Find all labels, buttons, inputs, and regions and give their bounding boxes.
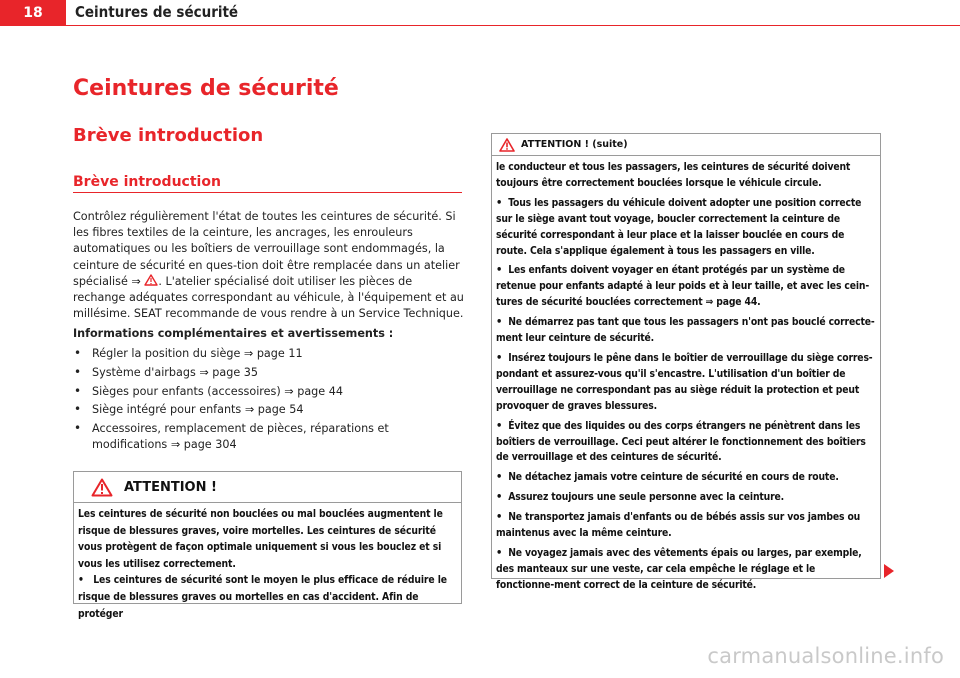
attention-item: [496, 509, 876, 542]
bullet: •: [496, 315, 503, 329]
intro-text-part2: . L'atelier spécialisé doit utiliser les pièces de rechange adéquates correspondant au véhicule, à l'équipement et au millésime. SEAT recommande de vous rendre à un Service Technique.: [73, 274, 464, 321]
bullet: •: [496, 195, 503, 209]
bullet: •: [78, 574, 84, 587]
list-item: [73, 421, 465, 453]
header-rule: [66, 25, 960, 26]
attention-box: [73, 471, 462, 620]
list-item: [73, 365, 465, 381]
attention-lead: le conducteur et tous les passagers, les ceintures de sécurité doivent toujours être correctement bouclées lorsque le véhicule circule.: [496, 161, 851, 189]
attention-item: [496, 195, 876, 260]
attention-continued-box: [491, 133, 881, 591]
attention-item: [496, 418, 876, 467]
info-list: [73, 346, 465, 456]
attention-item: [496, 545, 876, 594]
subsection-rule: [73, 192, 462, 193]
bullet: •: [74, 364, 82, 379]
list-item-text[interactable]: Accessoires, remplacement de pièces, réparations et modifications ⇒ page 304: [92, 422, 389, 451]
attention-continued-title: ATTENTION ! (suite): [521, 139, 628, 150]
header-title: Ceintures de sécurité: [75, 3, 239, 21]
attention-bullet-text: Les ceintures de sécurité sont le moyen le plus efficace de réduire le risque de blessures graves ou mortelles en cas d'accident. Afin de protéger: [78, 574, 447, 620]
attention-item: [496, 489, 876, 506]
list-item-text[interactable]: Régler la position du siège ⇒ page 11: [92, 347, 303, 360]
bullet: •: [496, 510, 503, 524]
attention-body: [74, 503, 461, 622]
list-item-text[interactable]: Système d'airbags ⇒ page 35: [92, 365, 259, 379]
bullet: •: [74, 421, 82, 436]
list-item-text[interactable]: Sièges pour enfants (accessoires) ⇒ page 44: [92, 384, 343, 398]
attention-item-text: Ne démarrez pas tant que tous les passagers n'ont pas bouclé correcte-ment leur ceinture de sécurité.: [496, 316, 875, 345]
attention-item-text: Les enfants doivent voyager en étant protégés par un système de retenue pour enfants adapté à leur poids et à leur taille, et avec les cein-tures de sécurité bouclées correctement ⇒ page 44.: [496, 264, 870, 309]
bullet: •: [496, 490, 503, 504]
continue-arrow-icon: [884, 564, 894, 578]
attention-item-text: Ne détachez jamais votre ceinture de sécurité en cours de route.: [508, 471, 839, 484]
attention-title: ATTENTION !: [124, 479, 217, 495]
intro-text-part1: Contrôlez régulièrement l'état de toutes les ceintures de sécurité. Si les fibres textiles de la ceinture, les ancrages, les enrouleurs automatiques ou les boîtiers de verrouillage sont endommagés, la ceinture de sécurité en ques-tion doit être remplacée dans un atelier spécialisé ⇒: [73, 210, 460, 288]
list-item-text[interactable]: Siège intégré pour enfants ⇒ page 54: [92, 403, 304, 417]
warning-triangle-icon: [499, 138, 515, 152]
bullet: •: [74, 346, 82, 360]
attention-item-text: Évitez que des liquides ou des corps étrangers ne pénètrent dans les boîtiers de verrouillage. Ceci peut altérer le fonctionnement des boîtiers de verrouillage et des ceintures de sécurité.: [496, 419, 866, 464]
watermark: carmanualsonline.info: [707, 644, 944, 668]
bullet: •: [496, 470, 503, 484]
page-title: Ceintures de sécurité: [73, 76, 339, 101]
attention-item-text: Ne transportez jamais d'enfants ou de bébés assis sur vos jambes ou maintenus avec la même ceinture.: [496, 511, 861, 540]
list-item: [73, 402, 465, 418]
info-heading: Informations complémentaires et avertissements :: [73, 327, 394, 340]
attention-continued-header: [492, 134, 880, 156]
attention-item-text: Tous les passagers du véhicule doivent adopter une position correcte sur le siège avant tout voyage, boucler correctement la ceinture de sécurité correspondant à leur place et la laisser bouclée en cours de route. Cela s'applique également à tous les passagers en ville.: [496, 196, 862, 257]
warning-triangle-icon: [91, 478, 113, 497]
bullet: •: [496, 545, 503, 559]
warning-triangle-icon: [144, 274, 158, 286]
subsection-title: Brève introduction: [73, 174, 221, 190]
bullet: •: [496, 350, 503, 364]
list-item: [73, 384, 465, 400]
attention-item-text: Ne voyagez jamais avec des vêtements épais ou larges, par exemple, des manteaux sur une veste, car cela empêche le réglage et le fonctionne-ment correct de la ceinture de sécurité.: [496, 546, 862, 591]
attention-item: [496, 314, 876, 347]
page-number: 18: [0, 0, 66, 26]
attention-item-text: Insérez toujours le pêne dans le boîtier de verrouillage du siège corres-pondant et assurez-vous qu'il s'encastre. L'utilisation d'un boîtier de verrouillage ne correspondant pas au siège réduit la protection et peut provoquer de graves blessures.: [496, 351, 873, 412]
attention-item: [496, 350, 876, 415]
attention-item: [496, 469, 876, 486]
bullet: •: [74, 383, 82, 398]
section-title: Brève introduction: [73, 125, 264, 146]
attention-bullet-item: [78, 572, 457, 622]
attention-header: [74, 472, 461, 503]
bullet: •: [74, 402, 82, 417]
list-item: [73, 346, 465, 362]
attention-item: [496, 262, 876, 311]
attention-item-text: Assurez toujours une seule personne avec la ceinture.: [508, 491, 785, 504]
attention-paragraph: Les ceintures de sécurité non bouclées ou mal bouclées augmentent le risque de blessures graves, voire mortelles. Les ceintures de sécurité vous protègent de façon optimale uniquement si vous les bouclez et si vous les utilisez correctement.: [78, 508, 443, 570]
intro-paragraph: [73, 209, 465, 322]
bullet: •: [496, 263, 503, 277]
bullet: •: [496, 418, 503, 432]
attention-continued-body: [492, 156, 880, 594]
